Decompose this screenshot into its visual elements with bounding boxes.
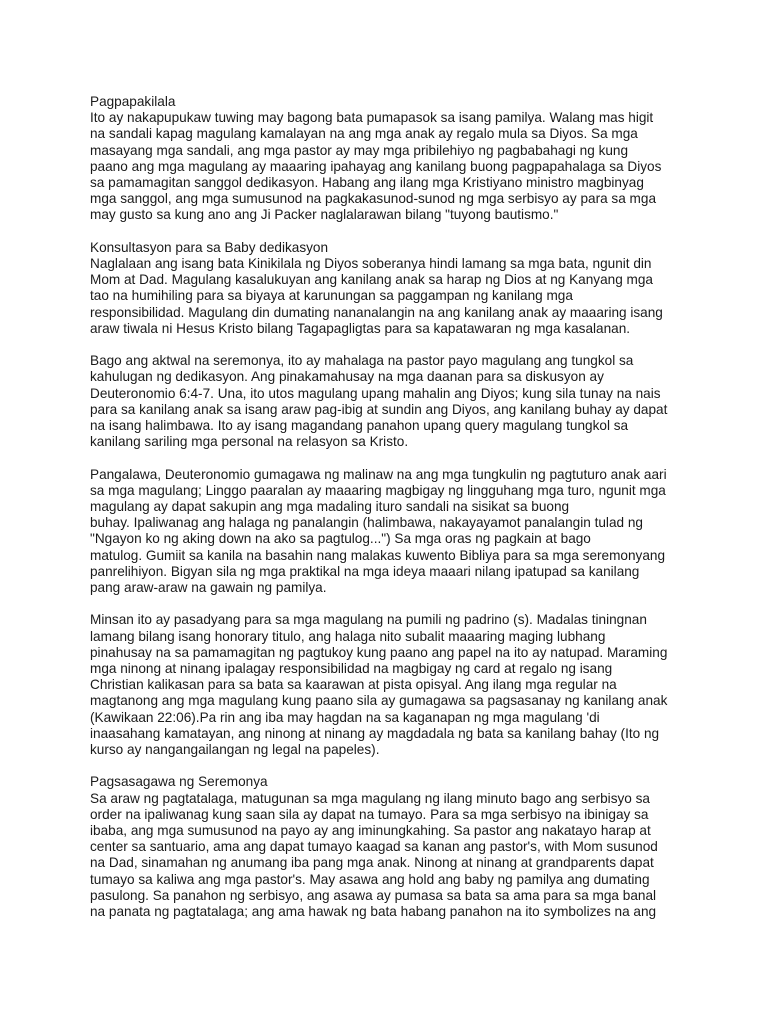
text-line: sa mga magulang; Linggo paaralan ay maaaring magbigay ng lingguhang mga turo, ngunit mga <box>90 482 666 498</box>
document-section <box>90 240 690 758</box>
text-line: Ito ay nakapupukaw tuwing may bagong bata pumapasok sa isang pamilya. Walang mas higit <box>90 110 654 126</box>
text-line: na Dad, sinamahan ng anumang iba pang mga anak. Ninong at ninang at grandparents dapat <box>90 855 654 871</box>
text-line: araw tiwala ni Hesus Kristo bilang Tagapagligtas para sa kapatawaran ng mga kasalanan. <box>90 320 631 336</box>
text-line: na isang halimbawa. Ito ay isang magandang panahon upang query magulang tungkol sa <box>90 418 629 434</box>
text-line: sa pamamagitan sanggol dedikasyon. Habang ang ilang mga Kristiyano ministro magbinyag <box>90 175 644 191</box>
text-line: na panata ng pagtatalaga; ang ama hawak ng bata habang panahon na ito symbolizes na ang <box>90 904 657 920</box>
text-line: masayang mga sandali, ang mga pastor ay may mga pribilehiyo ng pagbabahagi ng kung <box>90 142 629 158</box>
text-line: center sa santuario, ama ang dapat tumayo kaagad sa kanan ang pastor's, with Mom susunod <box>90 839 658 855</box>
text-line: responsibilidad. Magulang din dumating nananalangin na ang kanilang anak ay maaaring isang <box>90 304 663 320</box>
document-section <box>90 774 690 920</box>
text-line: order na ipaliwanag kung saan sila ay dapat na tumayo. Para sa mga serbisyo na ibinigay sa <box>90 806 649 822</box>
text-line: paano ang mga magulang ay maaaring ipahayag ang kanilang buong pagpapahalaga sa Diyos <box>90 158 662 174</box>
text-line: na sandali kapag magulang kamalayan na ang mga anak ay regalo mula sa Diyos. Sa mga <box>90 126 638 142</box>
paragraph <box>90 467 690 597</box>
paragraph <box>90 774 690 920</box>
text-line: matulog. Gumiit sa kanila na basahin nang malakas kuwento Bibliya para sa mga seremonyang <box>90 547 666 563</box>
text-line: Christian kalikasan para sa bata sa kaarawan at pista opisyal. Ang ilang mga regular na <box>90 677 617 693</box>
text-line: pinahusay na sa pamamagitan ng pagtukoy kung paano ang papel na ito ay natupad. Maraming <box>90 644 668 660</box>
text-line: tao na humihiling para sa biyaya at karunungan sa paggampan ng kanilang mga <box>90 288 573 304</box>
text-line: inaasahang kamatayan, ang ninong at ninang ay magdadala ng bata sa kanilang bahay (Ito ng <box>90 725 660 741</box>
text-line: kanilang sariling mga personal na relasyon sa Kristo. <box>90 434 409 450</box>
text-line: para sa kanilang anak sa isang araw pag-ibig at sundin ang Diyos, ang kanilang buhay ay dapat <box>90 401 668 417</box>
text-line: "Ngayon ko ng aking down na ako sa pagtulog...") Sa mga oras ng pagkain at bago <box>90 531 591 547</box>
section-heading: Konsultasyon para sa Baby dedikasyon <box>90 239 329 255</box>
text-line: mga ninong at ninang ipalagay responsibilidad na magbigay ng card at regalo ng isang <box>90 661 613 677</box>
document-section <box>90 94 690 224</box>
text-line: (Kawikaan 22:06).Pa rin ang iba may hagdan na sa kaganapan ng mga magulang 'di <box>90 709 600 725</box>
text-line: ibaba, ang mga sumusunod na payo ay ang iminungkahing. Sa pastor ang nakatayo harap at <box>90 823 651 839</box>
paragraph <box>90 612 690 758</box>
paragraph <box>90 240 690 337</box>
text-line: pang araw-araw na gawain ng pamilya. <box>90 580 327 596</box>
section-heading: Pagsasagawa ng Seremonya <box>90 774 268 790</box>
text-line: kahulugan ng dedikasyon. Ang pinakamahusay na mga daanan para sa diskusyon ay <box>90 369 604 385</box>
text-line: Sa araw ng pagtatalaga, matugunan sa mga magulang ng ilang minuto bago ang serbisyo sa <box>90 790 650 806</box>
text-line: magtanong ang mga magulang kung paano sila ay gumagawa sa pagsasanay ng kanilang anak <box>90 693 668 709</box>
text-line: may gusto sa kung ano ang Ji Packer naglalarawan bilang "tuyong bautismo." <box>90 207 559 223</box>
section-heading: Pagpapakilala <box>90 94 176 109</box>
text-line: Mom at Dad. Magulang kasalukuyan ang kanilang anak sa harap ng Dios at ng Kanyang mga <box>90 272 653 288</box>
text-line: Minsan ito ay pasadyang para sa mga magulang na pumili ng padrino (s). Madalas tiningnan <box>90 612 647 628</box>
text-line: Bago ang aktwal na seremonya, ito ay mahalaga na pastor payo magulang ang tungkol sa <box>90 353 634 369</box>
text-line: magulang ay dapat sakupin ang mga madaling ituro sandali na sisikat sa buong <box>90 499 570 515</box>
text-line: mga sanggol, ang mga sumusunod na pagkakasunod-sunod ng mga serbisyo ay para sa mga <box>90 191 657 207</box>
document-body <box>90 94 690 936</box>
paragraph <box>90 353 690 450</box>
text-line: Pangalawa, Deuteronomio gumagawa ng malinaw na ang mga tungkulin ng pagtuturo anak aari <box>90 466 667 482</box>
text-line: Deuteronomio 6:4-7. Una, ito utos magulang upang mahalin ang Diyos; kung sila tunay na nais <box>90 385 661 401</box>
paragraph <box>90 94 690 224</box>
text-line: panrelihiyon. Bigyan sila ng mga praktikal na mga ideya maaari nilang ipatupad sa kanilang <box>90 563 640 579</box>
text-line: lamang bilang isang honorary titulo, ang halaga nito subalit maaaring maging lubhang <box>90 628 606 644</box>
text-line: kurso ay nangangailangan ng legal na papeles). <box>90 742 380 758</box>
text-line: tumayo sa kaliwa ang mga pastor's. May asawa ang hold ang baby ng pamilya ang dumating <box>90 871 650 887</box>
text-line: pasulong. Sa panahon ng serbisyo, ang asawa ay pumasa sa bata sa ama para sa mga banal <box>90 887 657 903</box>
text-line: Naglalaan ang isang bata Kinikilala ng Diyos soberanya hindi lamang sa mga bata, ngunit din <box>90 256 652 272</box>
text-line: buhay. Ipaliwanag ang halaga ng panalangin (halimbawa, nakayayamot panalangin tulad ng <box>90 515 643 531</box>
